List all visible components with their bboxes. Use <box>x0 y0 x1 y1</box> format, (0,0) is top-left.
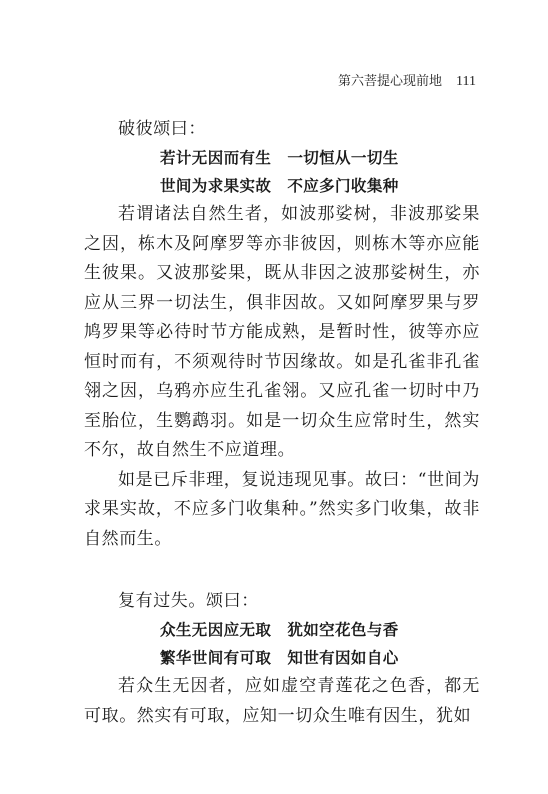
verse-intro: 复有过失。颂曰： <box>118 591 259 611</box>
verse-half: 众生无因应无取 <box>160 621 272 639</box>
section-gap <box>84 554 480 587</box>
page-number: 111 <box>456 74 476 89</box>
chapter-title: 第六菩提心现前地 <box>338 74 443 89</box>
verse-line <box>84 644 480 672</box>
verse-block <box>84 144 480 200</box>
verse-line <box>84 144 480 172</box>
verse-half: 繁华世间有可取 <box>160 649 272 667</box>
verse-block <box>84 616 480 672</box>
verse-line <box>84 616 480 644</box>
commentary-paragraph: 若谓诸法自然生者，如波那娑树，非波那娑果之因，栋木及阿摩罗等亦非彼因，则栋木等亦应能生彼果。又波那娑果，既从非因之波那娑树生，亦应从三界一切法生，俱非因故。又如阿摩罗果与罗鸠罗果等必待时节方能成熟，是暂时性，彼等亦应恒时而有，不须观待时节因缘故。如是孔雀非孔雀翎之因，乌鸦亦应生孔雀翎。又应孔雀一切时中乃至胎位，生鹦鹉羽。如是一切众生应常时生，然实不尔，故自然生不应道理。 <box>84 204 480 460</box>
page-body <box>84 115 480 731</box>
verse-half: 若计无因而有生 <box>160 149 272 167</box>
commentary-paragraph: 若众生无因者，应如虚空青莲花之色香，都无可取。然实有可取，应知一切众生唯有因生，犹如 <box>84 676 480 726</box>
verse-half: 犹如空花色与香 <box>287 621 399 639</box>
verse-half: 不应多门收集种 <box>287 177 399 195</box>
verse-half: 一切恒从一切生 <box>287 149 399 167</box>
commentary-paragraph: 如是已斥非理，复说违现见事。故曰：“世间为求果实故，不应多门收集种。”然实多门收集，故非自然而生。 <box>84 469 480 549</box>
verse-half: 知世有因如自心 <box>287 649 399 667</box>
verse-half: 世间为求果实故 <box>160 177 272 195</box>
verse-intro: 破彼颂曰： <box>118 119 206 139</box>
verse-line <box>84 172 480 200</box>
running-header <box>0 70 476 90</box>
